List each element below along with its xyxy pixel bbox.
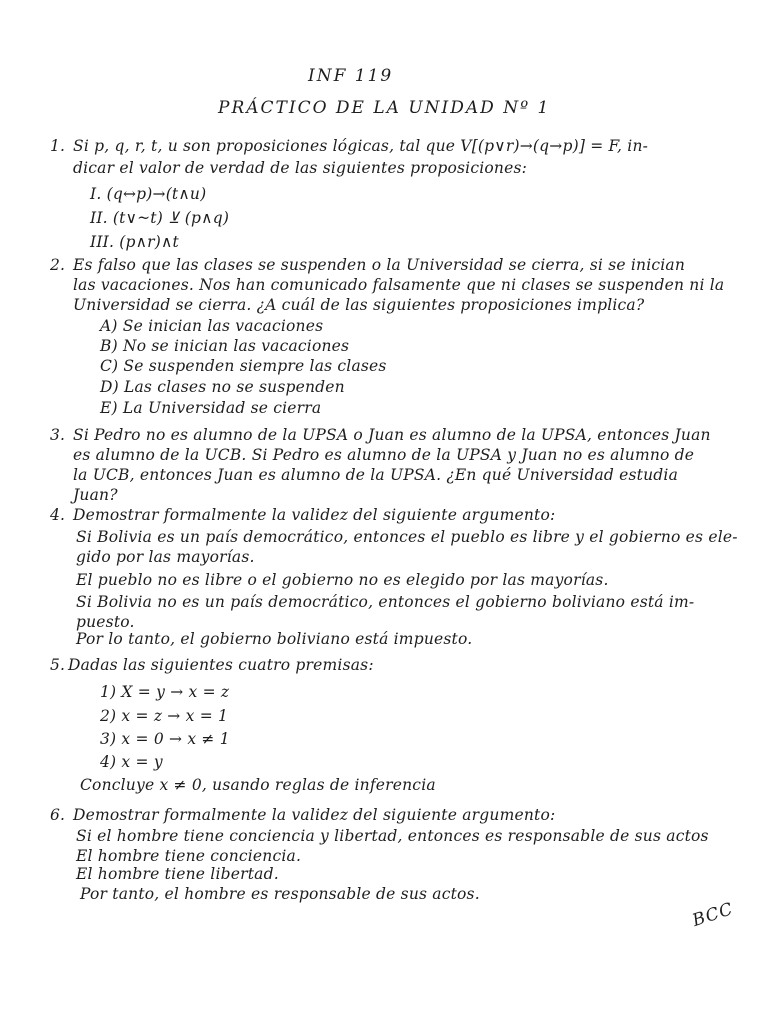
- problem-6-text: Si el hombre tiene conciencia y libertad, entonces es responsable de sus actos: [76, 827, 709, 845]
- problem-2-text: Es falso que las clases se suspenden o la Universidad se cierra, si se inician: [73, 256, 686, 274]
- problem-5-premise: 3) x = 0 → x ≠ 1: [100, 730, 230, 748]
- problem-2-option: D) Las clases no se suspenden: [100, 378, 345, 396]
- problem-2-text: las vacaciones. Nos han comunicado falsamente que ni clases se suspenden ni la: [73, 276, 725, 294]
- problem-2-text: Universidad se cierra. ¿A cuál de las siguientes proposiciones implica?: [73, 296, 645, 314]
- problem-1-item: I. (q↔p)→(t∧u): [90, 185, 207, 203]
- problem-5-label: 5.: [50, 656, 66, 674]
- problem-6-text: Demostrar formalmente la validez del siguiente argumento:: [73, 806, 556, 824]
- problem-3-text: es alumno de la UCB. Si Pedro es alumno de la UPSA y Juan no es alumno de: [73, 446, 695, 464]
- problem-1-text: dicar el valor de verdad de las siguientes proposiciones:: [73, 159, 528, 177]
- problem-5-premise: 1) X = y → x = z: [100, 683, 230, 701]
- problem-2-option: A) Se inician las vacaciones: [100, 317, 324, 335]
- problem-2-label: 2.: [50, 256, 66, 274]
- problem-4-label: 4.: [50, 506, 66, 524]
- problem-6-conclusion: Por tanto, el hombre es responsable de sus actos.: [80, 885, 480, 903]
- author-initials: BCC: [690, 899, 736, 932]
- problem-4-conclusion: Por lo tanto, el gobierno boliviano está impuesto.: [76, 630, 473, 648]
- course-code: INF 119: [308, 66, 394, 86]
- problem-4-text: El pueblo no es libre o el gobierno no es elegido por las mayorías.: [76, 571, 609, 589]
- problem-5-premise: 4) x = y: [100, 753, 163, 771]
- problem-4-text: gido por las mayorías.: [76, 548, 255, 566]
- problem-1-text: Si p, q, r, t, u son proposiciones lógicas, tal que V[(p∨r)→(q→p)] = F, in-: [73, 137, 649, 155]
- problem-1-item: III. (p∧r)∧t: [90, 233, 179, 251]
- problem-4-text: Demostrar formalmente la validez del siguiente argumento:: [73, 506, 556, 524]
- problem-2-option: B) No se inician las vacaciones: [100, 337, 350, 355]
- problem-3-text: Si Pedro no es alumno de la UPSA o Juan es alumno de la UPSA, entonces Juan: [73, 426, 711, 444]
- problem-6-label: 6.: [50, 806, 66, 824]
- problem-2-option: C) Se suspenden siempre las clases: [100, 357, 387, 375]
- problem-1-label: 1.: [50, 137, 66, 155]
- problem-4-text: Si Bolivia no es un país democrático, entonces el gobierno boliviano está im-: [76, 593, 695, 611]
- problem-4-text: puesto.: [76, 613, 135, 631]
- problem-3-label: 3.: [50, 426, 66, 444]
- problem-3-text: Juan?: [73, 486, 118, 504]
- page-title: PRÁCTICO DE LA UNIDAD Nº 1: [218, 98, 551, 118]
- problem-6-text: El hombre tiene conciencia.: [76, 847, 302, 865]
- problem-5-text: Dadas las siguientes cuatro premisas:: [68, 656, 374, 674]
- problem-5-premise: 2) x = z → x = 1: [100, 707, 229, 725]
- problem-5-conclusion: Concluye x ≠ 0, usando reglas de inferencia: [80, 776, 436, 794]
- problem-3-text: la UCB, entonces Juan es alumno de la UPSA. ¿En qué Universidad estudia: [73, 466, 679, 484]
- problem-2-option: E) La Universidad se cierra: [100, 399, 322, 417]
- problem-1-item: II. (t∨~t) ⊻ (p∧q): [90, 209, 230, 227]
- problem-4-text: Si Bolivia es un país democrático, entonces el pueblo es libre y el gobierno es ele-: [76, 528, 738, 546]
- problem-6-text: El hombre tiene libertad.: [76, 865, 279, 883]
